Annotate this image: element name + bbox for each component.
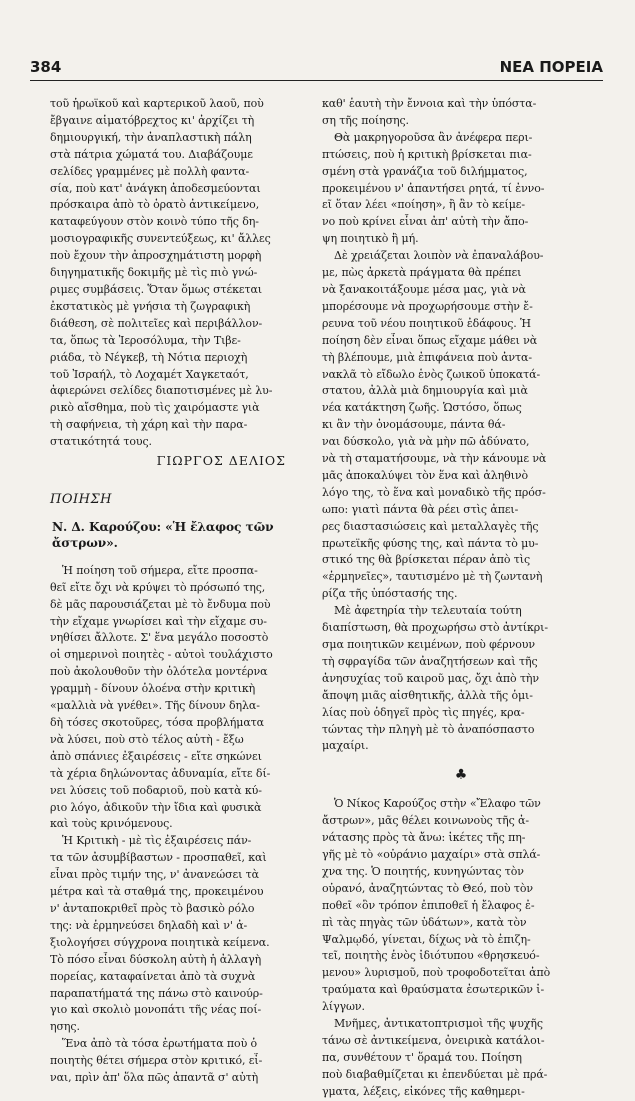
text-line: μενου» λυρισμοῦ, ποὺ τροφοδοτεῖται ἀπὸ <box>322 966 551 980</box>
author-signature: ΓΙΩΡΓΟΣ ΔΕΛΙΟΣ <box>156 453 286 469</box>
text-line: Θὰ μακρηγοροῦσα ἂν ἀνέφερα περι- <box>334 130 533 144</box>
running-header <box>30 58 603 80</box>
text-line: ἀπὸ σπάνιες ἐξαιρέσεις - εἴτε σηκώνει <box>50 749 262 763</box>
header-rule <box>30 80 603 81</box>
text-line: τα τῶν ἀσυμβίβαστων - προσπαθεῖ, καὶ <box>50 851 267 865</box>
text-line: ποιητὴς θέτει σήμερα στὸν κριτικό, εἶ- <box>50 1054 263 1068</box>
text-line: κι ἂν τὴν ὀνομάσουμε, πάντα θά- <box>322 418 506 432</box>
text-line: τοῦ ἡρωϊκοῦ καὶ καρτερικοῦ λαοῦ, ποὺ <box>50 97 264 110</box>
text-line: «μαλλιὰ νὰ γνέθει». Τῆς δίνουν δηλα- <box>50 699 260 713</box>
text-line: ωπο: γιατὶ πάντα θὰ ρέει στὶς ἀπει- <box>322 502 519 516</box>
text-line: ρικὸ αἴσθημα, ποὺ τὶς χαιρόμαστε γιὰ <box>50 401 260 415</box>
text-line: ναι, πρὶν ἀπ' ὅλα πῶς ἀπαντᾶ σ' αὐτὴ <box>50 1071 259 1085</box>
text-line: νὰ τὴ σταματήσουμε, νὰ τὴν κάνουμε νὰ <box>322 452 547 466</box>
text-line: ρευνα τοῦ νέου ποιητικοῦ ἐδάφους. Ἡ <box>322 316 531 330</box>
text-line: Μὲ ἀφετηρία τὴν τελευταία τούτη <box>334 604 522 618</box>
text-line: Τὸ πόσο εἶναι δύσκολη αὐτὴ ἡ ἀλλαγὴ <box>50 952 262 966</box>
text-line: ριάδα, τὸ Νέγκεβ, τὴ Νότια περιοχὴ <box>50 350 248 364</box>
text-line: Ὁ Νίκος Καρούζος στὴν «Ἔλαφο τῶν <box>334 797 541 811</box>
text-line: ρες διαστασιώσεις καὶ μεταλλαγὲς τῆς <box>322 519 539 533</box>
text-line: ρίζα τῆς ὑπόστασής της. <box>322 587 458 601</box>
text-line: ἐκστατικὸς μὲ γνήσια τὴ ζωγραφικὴ <box>50 299 251 313</box>
text-line: διηγηματικῆς δοκιμῆς μὲ τὶς πιὸ γνώ- <box>50 266 258 280</box>
text-line: μαχαίρι. <box>322 739 369 753</box>
text-line: σία, ποὺ κατ' ἀνάγκη ἀποδεσμεύονται <box>50 181 261 195</box>
text-line: τὴ σαφήνεια, τὴ χάρη καὶ τὴν παρα- <box>50 418 248 432</box>
text-line: γιο καὶ σκολιὸ μονοπάτι τῆς νέας ποί- <box>50 1003 262 1017</box>
text-line: τώντας τὴν πληγὴ μὲ τὸ ἀναπόσπαστο <box>322 722 535 736</box>
journal-title: ΝΕΑ ΠΟΡΕΙΑ <box>499 58 603 76</box>
text-line: ποίηση δὲν εἶναι ὅπως εἴχαμε μάθει νὰ <box>322 333 538 347</box>
text-line: λίας ποὺ ὁδηγεῖ πρὸς τὶς πηγές, κρα- <box>322 705 525 719</box>
text-line: τὰ χέρια δηλώνοντας ἀδυναμία, εἴτε δί- <box>50 766 271 780</box>
text-line: τὴ σφραγίδα τῶν ἀναζητήσεων καὶ τῆς <box>322 654 538 668</box>
text-line: καθ' ἑαυτὴ τὴν ἔννοια καὶ τὴν ὑπόστα- <box>322 97 537 110</box>
text-line: χνα της. Ὁ ποιητής, κυνηγώντας τὸν <box>322 864 524 878</box>
text-line: νὰ λύσει, ποὺ στὸ τέλος αὐτὴ - ἔξω <box>50 732 244 746</box>
text-line: πορείας, καταφαίνεται ἀπὸ τὰ συχνὰ <box>50 969 256 983</box>
text-line: εῖ ὅταν λέει «ποίηση», ἢ ἂν τὸ κείμε- <box>322 198 525 212</box>
text-line: στατου, ἀλλὰ μιὰ δημιουργία καὶ μιὰ <box>322 384 528 398</box>
right-paragraph-5 <box>322 796 600 1016</box>
right-paragraph-2 <box>322 130 600 248</box>
review-heading <box>52 519 318 551</box>
text-line: τραύματα καὶ θραύσματα ἐσωτερικῶν ἰ- <box>322 983 545 997</box>
text-line: νο ποὺ κρίνει εἶναι ἀπ' αὐτὴ τὴν ἄπο- <box>322 215 529 229</box>
text-line: ησης. <box>50 1020 80 1034</box>
text-line: Ἡ Κριτικὴ - μὲ τὶς ἐξαιρέσεις πάν- <box>62 834 252 848</box>
right-paragraph-3 <box>322 248 600 603</box>
text-line: «ἑρμηνεῖες», ταυτισμένο μὲ τὴ ζωντανὴ <box>322 570 543 584</box>
text-line: μπορέσουμε νὰ προχωρήσουμε στὴν ἔ- <box>322 299 533 313</box>
text-line: Μνῆμες, ἀντικατοπτρισμοὶ τῆς ψυχῆς <box>334 1017 543 1031</box>
text-line: τὴ βλέπουμε, μιὰ ἐπιφάνεια ποὺ ἀντα- <box>322 350 532 364</box>
text-line: καταφεύγουν στὸν κοινὸ τύπο τῆς δη- <box>50 215 259 229</box>
text-line: ἀφιερώνει σελίδες διαποτισμένες μὲ λυ- <box>50 384 273 398</box>
text-line: ποθεῖ «ὃν τρόπον ἐπιποθεῖ ἡ ἔλαφος ἐ- <box>322 898 535 912</box>
text-line: πα, συνθέτουν τ' ὅραμά του. Ποίηση <box>322 1050 522 1064</box>
text-line: δὲ μᾶς παρουσιάζεται μὲ τὸ ἔνδυμα ποὺ <box>50 597 271 611</box>
text-line: σμένη στὰ γρανάζια τοῦ διλήμματος, <box>322 164 528 178</box>
text-line: νακλᾶ τὸ εἴδωλο ἑνὸς ζωικοῦ ὑποκατά- <box>322 367 541 381</box>
text-line: νέα κατάκτηση ζωῆς. Ὡστόσο, ὅπως <box>322 401 522 415</box>
text-line: σελίδες γραμμένες μὲ πολλὴ φαντα- <box>50 164 250 178</box>
text-line: στὰ πάτρια χώματά του. Διαβάζουμε <box>50 147 253 161</box>
page-number: 384 <box>30 58 62 76</box>
text-line: Ἡ ποίηση τοῦ σήμερα, εἴτε προσπα- <box>62 563 258 577</box>
text-line: πρόσκαιρα ἀπὸ τὸ ὁρατὸ ἀντικείμενο, <box>50 198 260 212</box>
text-line: τὴν εἴχαμε γνωρίσει καὶ τὴν εἴχαμε συ- <box>50 614 267 628</box>
text-line: ἄστρων». <box>52 535 118 550</box>
text-line: πὶ τὰς πηγὰς τῶν ὑδάτων», κατὰ τὸν <box>322 915 527 929</box>
text-line: μᾶς ἀποκαλύψει τὸν ἕνα καὶ ἀληθινὸ <box>322 468 528 482</box>
text-line: τοῦ Ἰσραήλ, τὸ Λοχαμέτ Χαγκεταότ, <box>50 367 249 381</box>
text-line: δημιουργική, τὴν ἀναπλαστικὴ πάλη <box>50 130 252 144</box>
text-line: ση τῆς ποίησης. <box>322 113 409 127</box>
text-line: ριο λόγο, ἀδικοῦν τὴν ἴδια καὶ φυσικὰ <box>50 800 262 814</box>
text-line: λόγο της, τὸ ἕνα καὶ μοναδικὸ τῆς πρόσ- <box>322 485 546 499</box>
text-line: Δὲ χρειάζεται λοιπὸν νὰ ἐπαναλάβου- <box>334 249 544 263</box>
text-line: νει λύσεις τοῦ ποδαριοῦ, ποὺ κατὰ κύ- <box>50 783 262 797</box>
text-line: ξιολογήσει σύγχρονα ποιητικὰ κείμενα. <box>50 935 270 949</box>
text-line: ποὺ ἀκολουθοῦν τὴν ὁλότελα μοντέρνα <box>50 665 268 679</box>
text-line: ψη ποιητικὸ ἢ μή. <box>322 232 419 246</box>
text-line: ἄστρων», μᾶς θέλει κοινωνοὺς τῆς ἀ- <box>322 814 530 828</box>
poetry-paragraph-2 <box>50 833 318 1036</box>
text-line: πτώσεις, ποὺ ἡ κριτικὴ βρίσκεται πια- <box>322 147 532 161</box>
text-line: της: νὰ ἑρμηνεύσει δηλαδὴ καὶ ν' ἀ- <box>50 918 248 932</box>
left-column <box>50 96 318 1087</box>
text-line: ποὺ ἔχουν τὴν ἀπροσχημάτιστη μορφὴ <box>50 249 262 263</box>
text-line: ριμες συμβάσεις. Ὅταν ὅμως στέκεται <box>50 282 262 296</box>
text-line: γραμμὴ - δίνουν ὁλοένα στὴν κριτικὴ <box>50 682 256 696</box>
text-line: νηθίσει ἄλλοτε. Σ' ἕνα μεγάλο ποσοστὸ <box>50 631 269 645</box>
text-line: νὰ ξανακοιτάξουμε μέσα μας, γιὰ νὰ <box>322 282 526 296</box>
text-line: λίγγων. <box>322 1000 365 1014</box>
text-line: μοσιογραφικῆς συνεντεύξεως, κι' ἄλλες <box>50 232 271 246</box>
ornament-divider: ♣ <box>454 767 468 784</box>
text-line: στατικότητά τους. <box>50 435 152 449</box>
text-line: οὐρανό, ἀναζητώντας τὸ Θεό, ποὺ τὸν <box>322 881 533 895</box>
poetry-paragraph-3 <box>50 1036 318 1087</box>
text-line: νάτασης πρὸς τὰ ἄνω: ἱκέτες τῆς πη- <box>322 831 526 845</box>
text-line: προκειμένου ν' ἀπαντήσει ρητά, τί ἐννο- <box>322 181 545 195</box>
text-line: διαπίστωση, θὰ προχωρήσω στὸ ἀντίκρι- <box>322 621 548 635</box>
text-line: πρωτεϊκῆς φύσης της, καὶ πάντα τὸ μυ- <box>322 536 539 550</box>
poetry-paragraph-1 <box>50 563 318 834</box>
text-line: Ν. Δ. Καρούζου: «Ἡ ἔλαφος τῶν <box>52 519 274 534</box>
text-line: δὴ τόσες σκοτοῦρες, τόσα προβλήματα <box>50 716 264 729</box>
text-line: γματα, λέξεις, εἰκόνες τῆς καθημερι- <box>322 1084 525 1098</box>
text-line: καὶ τοὺς κρινόμενους. <box>50 817 173 831</box>
text-line: ἄποψη μιᾶς αἰσθητικῆς, ἀλλὰ τῆς ὁμι- <box>322 688 533 702</box>
text-line: με, πὼς ἀρκετὰ πράγματα θὰ πρέπει <box>322 266 522 280</box>
text-line: εἶναι πρὸς τιμήν της, ν' ἀνανεώσει τὰ <box>50 868 260 882</box>
review-closing-paragraph <box>50 96 318 451</box>
text-line: τεῖ, ποιητὴς ἑνὸς ἰδιότυπου «θρησκευό- <box>322 949 540 963</box>
right-paragraph-4 <box>322 603 600 755</box>
right-paragraph-1 <box>322 96 600 130</box>
section-title: ΠΟΙΗΣΗ <box>50 491 112 507</box>
text-line: Ψαλμῳδό, γίνεται, δίχως νὰ τὸ ἐπιζη- <box>322 932 531 946</box>
text-line: Ἕνα ἀπὸ τὰ τόσα ἐρωτήματα ποὺ ὁ <box>62 1037 258 1051</box>
text-line: στικό της θὰ βρίσκεται πέραν ἀπὸ τὶς <box>322 553 531 567</box>
text-line: σμα ποιητικῶν κειμένων, ποὺ φέρνουν <box>322 638 535 651</box>
text-line: γῆς μὲ τὸ «οὐράνιο μαχαίρι» στὰ σπλά- <box>322 847 541 861</box>
right-paragraph-6 <box>322 1016 600 1101</box>
text-line: ἀνησυχίας τοῦ καιροῦ μας, ὄχι ἀπὸ τὴν <box>322 671 540 685</box>
text-line: ποὺ διαβαθμίζεται κι ἐπενδύεται μὲ πρά- <box>322 1067 548 1081</box>
text-line: ν' ἀνταποκριθεῖ πρὸς τὸ βασικὸ ρόλο <box>50 901 255 915</box>
text-line: θεῖ εἴτε ὄχι νὰ κρύψει τὸ πρόσωπό της, <box>50 580 266 594</box>
text-line: παραπατήματά της πάνω στὸ καινούρ- <box>50 986 263 1000</box>
right-column <box>322 96 600 1101</box>
text-line: τάνω σὲ ἀντικείμενα, ὀνειρικὰ κατάλοι- <box>322 1033 545 1047</box>
text-line: τα, ὅπως τὰ Ἱεροσόλυμα, τὴν Τιβε- <box>50 333 241 347</box>
text-line: οἱ σημερινοὶ ποιητὲς - αὐτοὶ τουλάχιστο <box>50 648 273 662</box>
text-line: διάθεση, σὲ πολιτεῖες καὶ περιβάλλον- <box>50 316 263 330</box>
text-line: ἔβγαινε αἱματόβρεχτος κι' ἀρχίζει τὴ <box>50 113 255 127</box>
text-line: ναι δύσκολο, γιὰ νὰ μὴν πῶ ἀδύνατο, <box>322 435 530 449</box>
text-line: μέτρα καὶ τὰ σταθμά της, προκειμένου <box>50 885 264 899</box>
